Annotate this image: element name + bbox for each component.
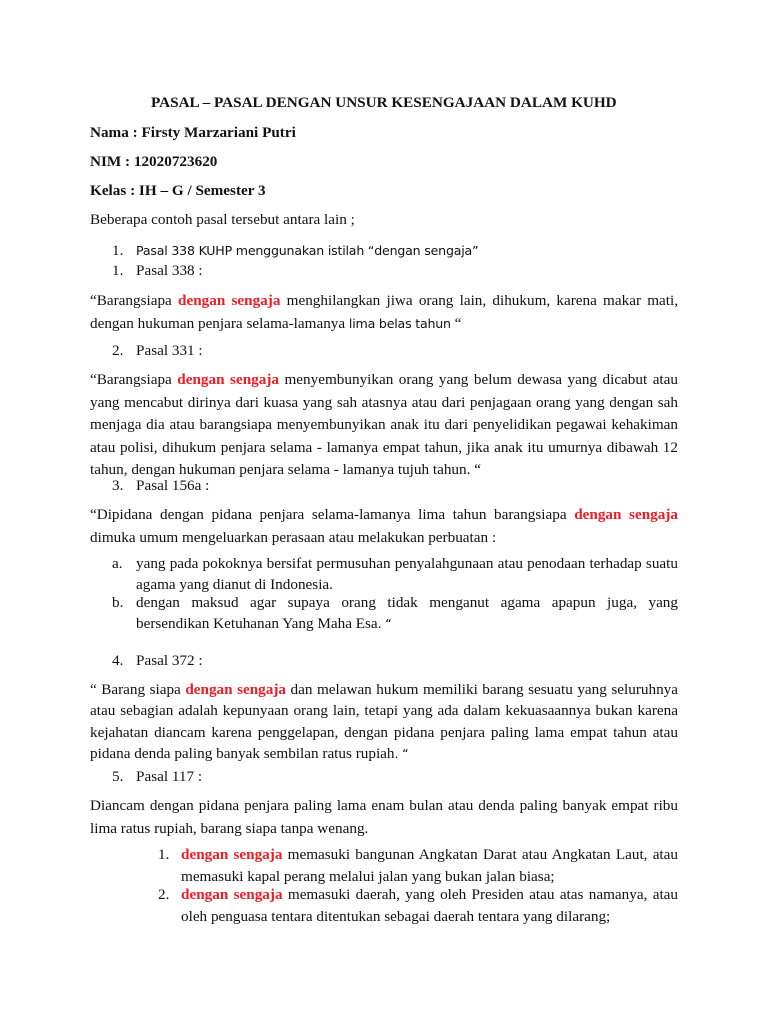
pasal-label: Pasal 117 : — [136, 768, 203, 785]
list-item: dengan sengaja memasuki bangunan Angkatan Darat atau Angkatan Laut, atau memasuki kapal perang melalui jalan yang bukan jalan biasa; — [181, 846, 678, 885]
list-number: 3. — [112, 477, 124, 494]
list-number: 5. — [112, 768, 124, 785]
highlight-phrase: dengan sengaja — [177, 371, 279, 388]
student-nim: NIM : 12020723620 — [90, 153, 218, 170]
list-item: yang pada pokoknya bersifat permusuhan penyalahgunaan atau penodaan terhadap suatu agama yang dianut di Indonesia. — [136, 555, 678, 593]
pasal-338-text: “Barangsiapa dengan sengaja menghilangkan jiwa orang lain, dihukum, karena makar mati, dengan hukuman penjara selama-lamanya lima belas tahun “ — [90, 292, 678, 332]
highlight-phrase: dengan sengaja — [181, 846, 283, 863]
student-name: Nama : Firsty Marzariani Putri — [90, 124, 296, 141]
highlight-phrase: dengan sengaja — [185, 681, 287, 698]
pasal-label: Pasal 372 : — [136, 652, 203, 669]
list-item: Pasal 338 KUHP menggunakan istilah “dengan sengaja” — [136, 243, 479, 258]
list-number: 2. — [158, 886, 170, 903]
document-title: PASAL – PASAL DENGAN UNSUR KESENGAJAAN DALAM KUHD — [151, 94, 617, 111]
pasal-117-text: Diancam dengan pidana penjara paling lama enam bulan atau denda paling banyak empat ribu lima ratus rupiah, barang siapa tanpa wenang. — [90, 797, 678, 837]
list-item: Pasal 338 : — [136, 262, 203, 279]
highlight-phrase: dengan sengaja — [574, 506, 678, 523]
list-number: 2. — [112, 342, 124, 359]
highlight-phrase: dengan sengaja — [181, 886, 283, 903]
student-class: Kelas : IH – G / Semester 3 — [90, 182, 266, 199]
pasal-372-text: “ Barang siapa dengan sengaja dan melawan hukum memiliki barang sesuatu yang seluruhnya atau sebagian adalah kepunyaan orang lain, tetapi yang ada dalam kekuasaannya bukan karena kejahatan diancam karena penggelapan, dengan pidana penjara paling lama empat tahun atau pidana denda paling banyak sembilan ratus rupiah. “ — [90, 681, 678, 762]
pasal-156a-text: “Dipidana dengan pidana penjara selama-lamanya lima tahun barangsiapa dengan sengaja dimuka umum mengeluarkan perasaan atau melakukan perbuatan : — [90, 506, 678, 546]
list-number: 1. — [112, 262, 124, 279]
list-marker: b. — [112, 594, 124, 611]
list-number: 1. — [158, 846, 170, 863]
intro-text: Beberapa contoh pasal tersebut antara lain ; — [90, 211, 355, 228]
pasal-label: Pasal 156a : — [136, 477, 210, 494]
list-item: dengan sengaja memasuki daerah, yang oleh Presiden atau atas namanya, atau oleh penguasa tentara ditentukan sebagai daerah tentara yang dilarang; — [181, 886, 678, 925]
list-marker: a. — [112, 555, 123, 572]
pasal-label: Pasal 331 : — [136, 342, 203, 359]
pasal-331-text: “Barangsiapa dengan sengaja menyembunyikan orang yang belum dewasa yang dicabut atau yang mencabut dirinya dari kuasa yang sah atasnya atau dari penjagaan orang yang dengan sah menjaga dia atau barangsiapa menyembunyikan anak itu dari penyelidikan pegawai kehakiman atau polisi, dihukum penjara selama - lamanya empat tahun, jika anak itu umurnya dibawah 12 tahun, dengan hukuman penjara selama - lamanya tujuh tahun. “ — [90, 371, 678, 479]
list-number: 4. — [112, 652, 124, 669]
list-number: 1. — [112, 242, 124, 259]
list-item: dengan maksud agar supaya orang tidak menganut agama apapun juga, yang bersendikan Ketuhanan Yang Maha Esa. “ — [136, 594, 678, 632]
highlight-phrase: dengan sengaja — [178, 292, 281, 309]
